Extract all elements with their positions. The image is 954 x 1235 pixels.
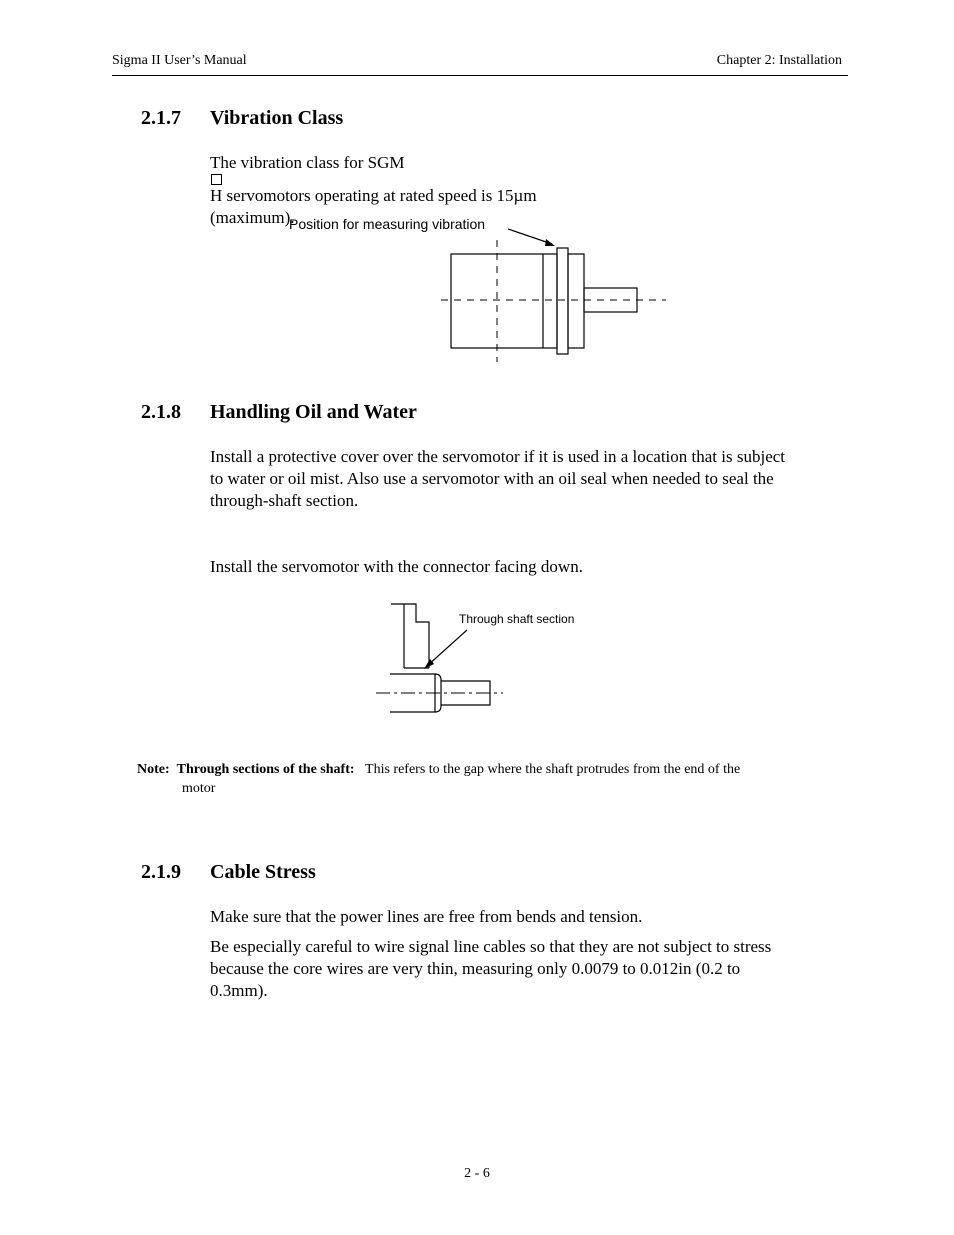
section-title-oil-water: Handling Oil and Water <box>210 401 417 423</box>
section-title-vibration: Vibration Class <box>210 107 344 129</box>
oil-water-line2: to water or oil mist. Also use a servomotor with an oil seal when needed to seal the <box>210 469 774 488</box>
cable-p2-line3: 0.3mm). <box>210 981 268 1000</box>
vibration-arrow-icon <box>545 239 555 246</box>
vibration-text-after: H servomotors operating at rated speed is 15µm <box>210 186 537 205</box>
through-shaft-diagram <box>376 604 503 712</box>
motor-flange <box>557 248 568 354</box>
oil-water-line3: through-shaft section. <box>210 491 359 510</box>
shaft-figure-label: Through shaft section <box>459 612 575 626</box>
housing-outline-upper <box>391 604 429 668</box>
note-bold: Through sections of the shaft: <box>176 762 355 777</box>
page-number: 2 - 6 <box>464 1166 490 1181</box>
header-manual-title: Sigma II User’s Manual <box>112 53 247 68</box>
motor-body <box>451 254 557 348</box>
note-text-cont: motor <box>182 781 216 796</box>
motor-vibration-diagram <box>441 229 666 362</box>
header-chapter: Chapter 2: Installation <box>716 53 842 68</box>
section-number-oil-water: 2.1.8 <box>141 401 181 423</box>
oil-water-line1: Install a protective cover over the servomotor if it is used in a location that is subject <box>210 447 786 466</box>
cable-p2-line1: Be especially careful to wire signal line cables so that they are not subject to stress <box>210 937 772 956</box>
cable-p2-line2: because the core wires are very thin, measuring only 0.0079 to 0.012in (0.2 to <box>210 959 741 978</box>
motor-flange-back <box>568 254 584 348</box>
section-title-cable: Cable Stress <box>210 861 316 883</box>
section-number-cable: 2.1.9 <box>141 861 181 883</box>
vibration-text-line2: (maximum). <box>210 208 295 227</box>
connector-line: Install the servomotor with the connector facing down. <box>210 557 583 576</box>
shaft-leader-line <box>427 630 467 666</box>
vibration-figure-label: Position for measuring vibration <box>289 216 486 232</box>
vibration-leader-line <box>508 229 552 244</box>
section-number-vibration: 2.1.7 <box>141 107 181 129</box>
note-prefix: Note: <box>137 762 170 777</box>
cable-line1: Make sure that the power lines are free from bends and tension. <box>210 907 643 926</box>
vibration-text-before: The vibration class for SGM <box>210 153 405 172</box>
note-text: This refers to the gap where the shaft protrudes from the end of the <box>365 762 741 777</box>
